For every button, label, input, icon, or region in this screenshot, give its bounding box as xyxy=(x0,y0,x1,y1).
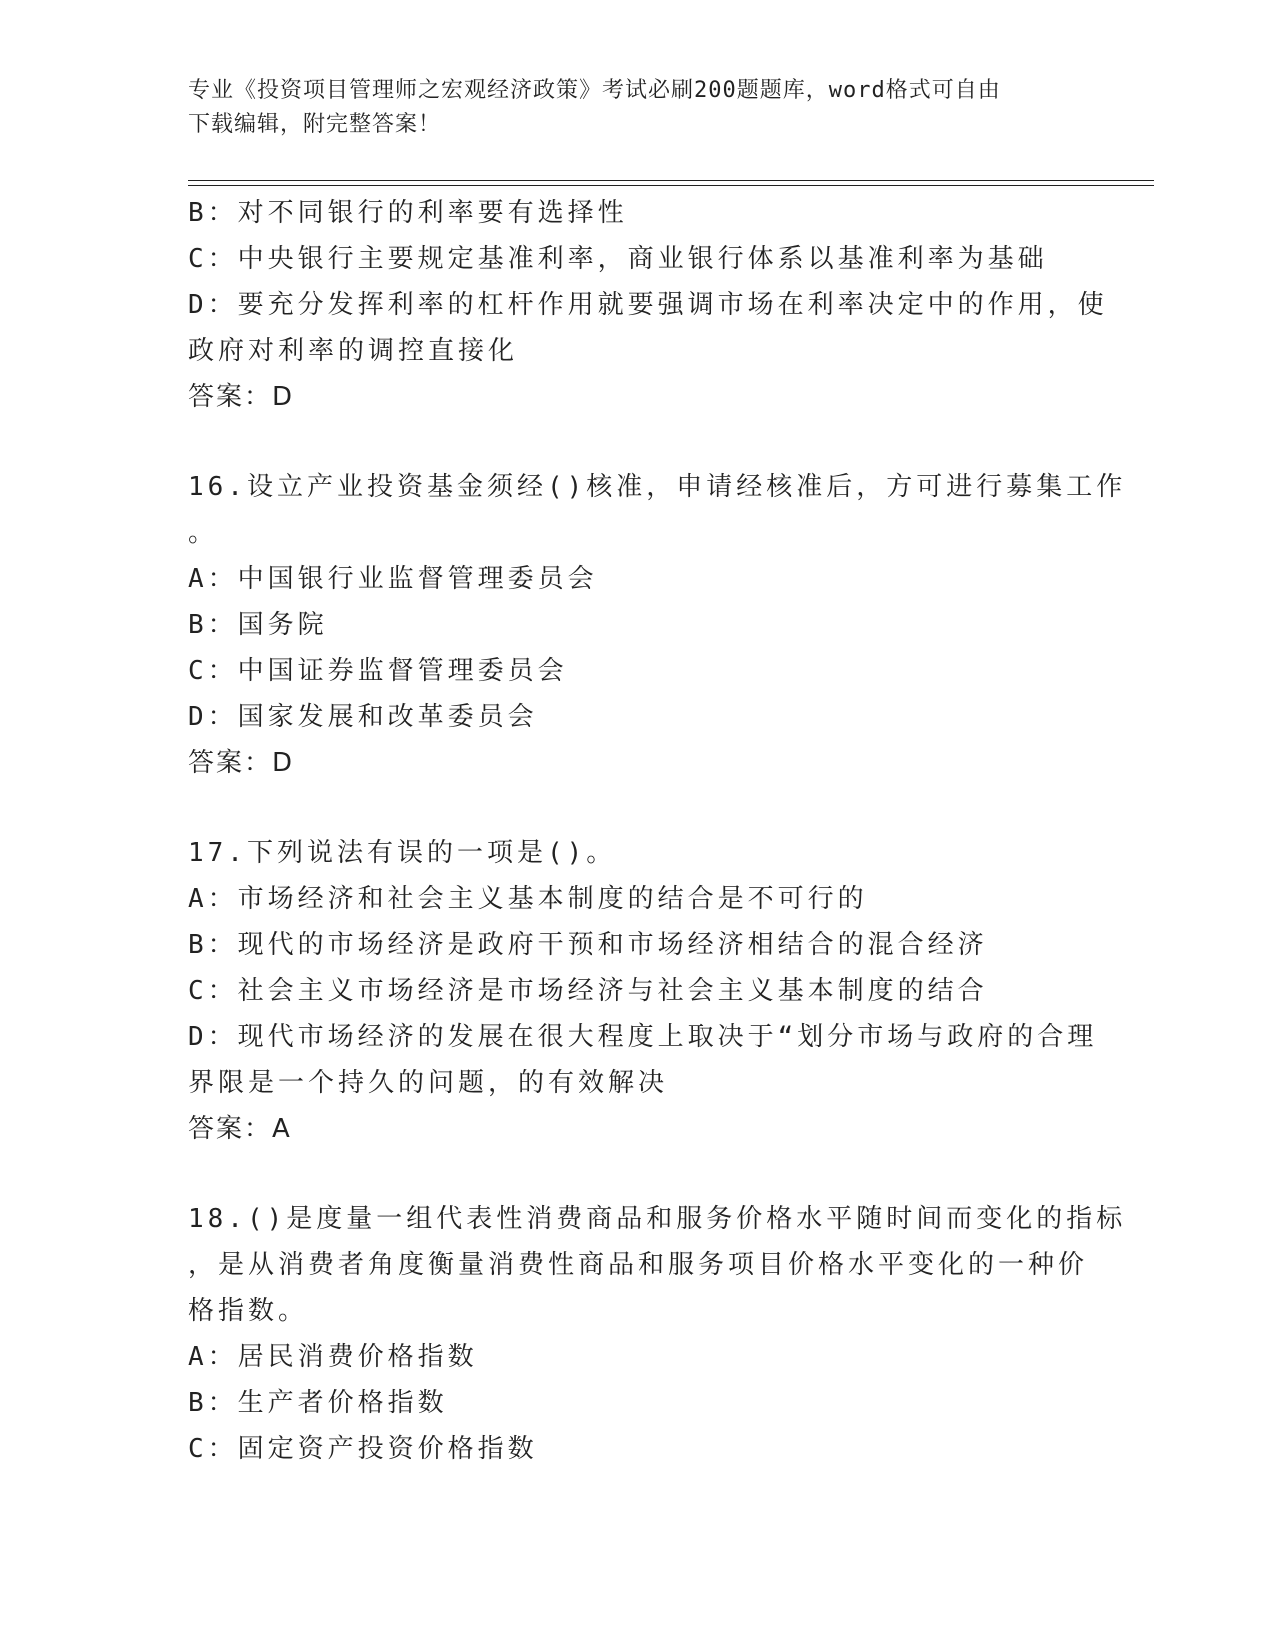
document-header xyxy=(188,74,1078,142)
option-a: A：市场经济和社会主义基本制度的结合是不可行的 xyxy=(188,884,868,914)
option-c: C：固定资产投资价格指数 xyxy=(188,1434,538,1464)
option-b: B：生产者价格指数 xyxy=(188,1388,448,1418)
question-15-continued xyxy=(188,190,1108,420)
header-line-2: 下载编辑，附完整答案！ xyxy=(188,112,442,137)
question-stem: 17.下列说法有误的一项是()。 xyxy=(188,838,617,868)
question-list xyxy=(188,190,1127,1472)
header-rule-bottom xyxy=(188,185,1154,186)
question-stem-continued: 格指数。 xyxy=(188,1296,309,1326)
option-a: A：中国银行业监督管理委员会 xyxy=(188,564,598,594)
option-d: D：国家发展和改革委员会 xyxy=(188,702,538,732)
option-c: C：中国证券监督管理委员会 xyxy=(188,656,568,686)
question-17 xyxy=(188,830,1108,1152)
question-18 xyxy=(188,1196,1127,1472)
header-rule-top xyxy=(188,180,1154,181)
option-d: D：要充分发挥利率的杠杆作用就要强调市场在利率决定中的作用，使 xyxy=(188,290,1108,320)
option-b: B：对不同银行的利率要有选择性 xyxy=(188,198,628,228)
question-stem-continued: ，是从消费者角度衡量消费性商品和服务项目价格水平变化的一种价 xyxy=(188,1250,1089,1280)
option-d-continued: 界限是一个持久的问题，的有效解决 xyxy=(188,1068,669,1098)
answer: 答案：D xyxy=(188,382,295,412)
option-d-continued: 政府对利率的调控直接化 xyxy=(188,336,519,366)
answer: 答案：D xyxy=(188,748,295,778)
option-b: B：现代的市场经济是政府干预和市场经济相结合的混合经济 xyxy=(188,930,988,960)
question-stem: 16.设立产业投资基金须经()核准，申请经核准后，方可进行募集工作 xyxy=(188,472,1127,502)
question-16 xyxy=(188,464,1127,786)
option-b: B：国务院 xyxy=(188,610,328,640)
answer: 答案：A xyxy=(188,1114,292,1144)
option-c: C：中央银行主要规定基准利率，商业银行体系以基准利率为基础 xyxy=(188,244,1048,274)
option-d: D：现代市场经济的发展在很大程度上取决于“划分市场与政府的合理 xyxy=(188,1022,1098,1052)
question-stem-continued: 。 xyxy=(188,518,219,548)
option-c: C：社会主义市场经济是市场经济与社会主义基本制度的结合 xyxy=(188,976,988,1006)
header-line-1: 专业《投资项目管理师之宏观经济政策》考试必刷200题题库，word格式可自由 xyxy=(188,78,1001,103)
option-a: A：居民消费价格指数 xyxy=(188,1342,478,1372)
question-stem: 18.()是度量一组代表性消费商品和服务价格水平随时间而变化的指标 xyxy=(188,1204,1127,1234)
